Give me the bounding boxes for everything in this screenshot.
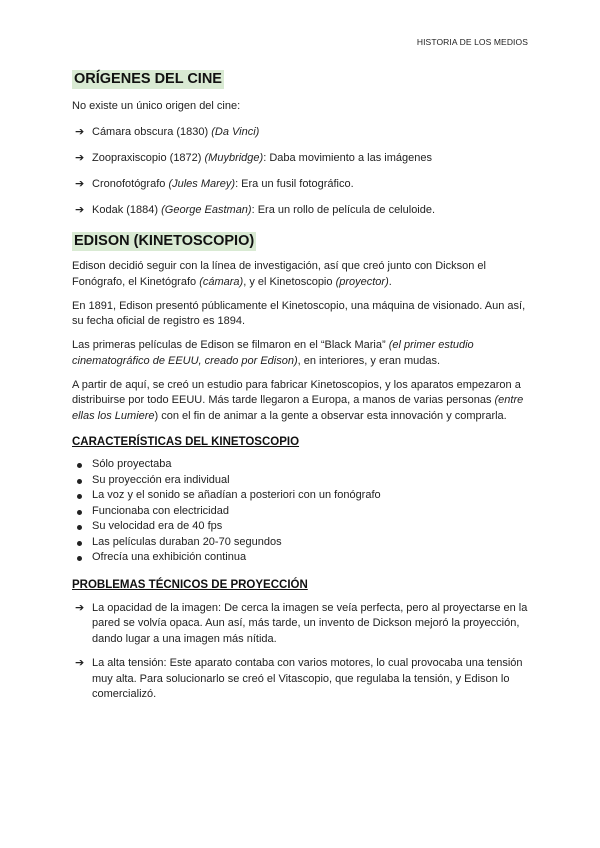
list-item: ➔ Cámara obscura (1830) (Da Vinci)	[72, 125, 528, 141]
list-item: La voz y el sonido se añadían a posteriori con un fonógrafo	[72, 488, 528, 504]
bullet-icon	[77, 463, 82, 468]
section1-intro: No existe un único origen del cine:	[72, 100, 241, 112]
bullet-icon	[77, 494, 82, 499]
list-item: Su velocidad era de 40 fps	[72, 519, 528, 535]
bullet-icon	[77, 479, 82, 484]
arrow-icon: ➔	[75, 151, 85, 164]
list-item: ➔ Cronofotógrafo (Jules Marey): Era un fusil fotográfico.	[72, 177, 528, 193]
running-header: HISTORIA DE LOS MEDIOS	[416, 37, 528, 47]
bullet-icon	[77, 525, 82, 530]
list-item: Su proyección era individual	[72, 473, 528, 489]
characteristics-list	[72, 457, 528, 566]
list-item: Ofrecía una exhibición continua	[72, 550, 528, 566]
list-item: ➔ Zoopraxiscopio (1872) (Muybridge): Daba movimiento a las imágenes	[72, 151, 528, 167]
arrow-icon: ➔	[75, 177, 85, 190]
arrow-icon: ➔	[75, 657, 85, 669]
list-item: ➔ La alta tensión: Este aparato contaba con varios motores, lo cual provocaba una tensión muy alta. Para solucionarlo se creó el Vitascopio, que regulaba la tensión, y Edison lo comercializó.	[75, 657, 523, 700]
origins-list	[72, 125, 528, 219]
list-item: Funcionaba con electricidad	[72, 504, 528, 520]
list-item: ➔ La opacidad de la imagen: De cerca la imagen se veía perfecta, pero al proyectarse en la pared se volvía opaca. Aun así, más tarde, un invento de Dickson mejoró la proyección, dando lugar a una imagen más nítida.	[75, 601, 528, 645]
problems-list	[72, 601, 528, 703]
list-item: ➔ Kodak (1884) (George Eastman): Era un rollo de película de celuloide.	[72, 203, 528, 219]
edison-paragraph-3: Las primeras películas de Edison se filmaron en el “Black Maria” (el primer estudio cinematográfico de EEUU, creado por Edison), en interiores, y eran mudas.	[72, 339, 474, 367]
section-title-origenes: ORÍGENES DEL CINE	[74, 71, 222, 87]
edison-paragraph-1: Edison decidió seguir con la línea de investigación, así que creó junto con Dickson el Fonógrafo, el Kinetógrafo (cámara), y el Kinetoscopio (proyector).	[72, 260, 486, 288]
section-title-problemas: PROBLEMAS TÉCNICOS DE PROYECCIÓN	[72, 578, 308, 591]
bullet-icon	[77, 556, 82, 561]
bullet-icon	[77, 541, 82, 546]
document-body	[72, 70, 528, 703]
section-title-caracteristicas: CARACTERÍSTICAS DEL KINETOSCOPIO	[72, 436, 300, 448]
edison-paragraph-2: En 1891, Edison presentó públicamente el Kinetoscopio, una máquina de visionado. Aun así, su fecha oficial de registro es 1894.	[72, 299, 526, 327]
edison-paragraph-4: A partir de aquí, se creó un estudio para fabricar Kinetoscopios, y los aparatos empezaron a distribuirse por todo EEUU. Más tarde llegaron a Europa, a manos de varias personas (entre ellas los Lumiere) con el fin de animar a la gente a observar esta innovación y comprarla.	[72, 378, 524, 422]
arrow-icon: ➔	[75, 125, 85, 138]
list-item: Sólo proyectaba	[72, 457, 528, 473]
arrow-icon: ➔	[75, 601, 85, 614]
section-title-edison: EDISON (KINETOSCOPIO)	[74, 233, 255, 249]
arrow-icon: ➔	[75, 203, 85, 216]
bullet-icon	[77, 510, 82, 515]
list-item: Las películas duraban 20-70 segundos	[72, 535, 528, 551]
